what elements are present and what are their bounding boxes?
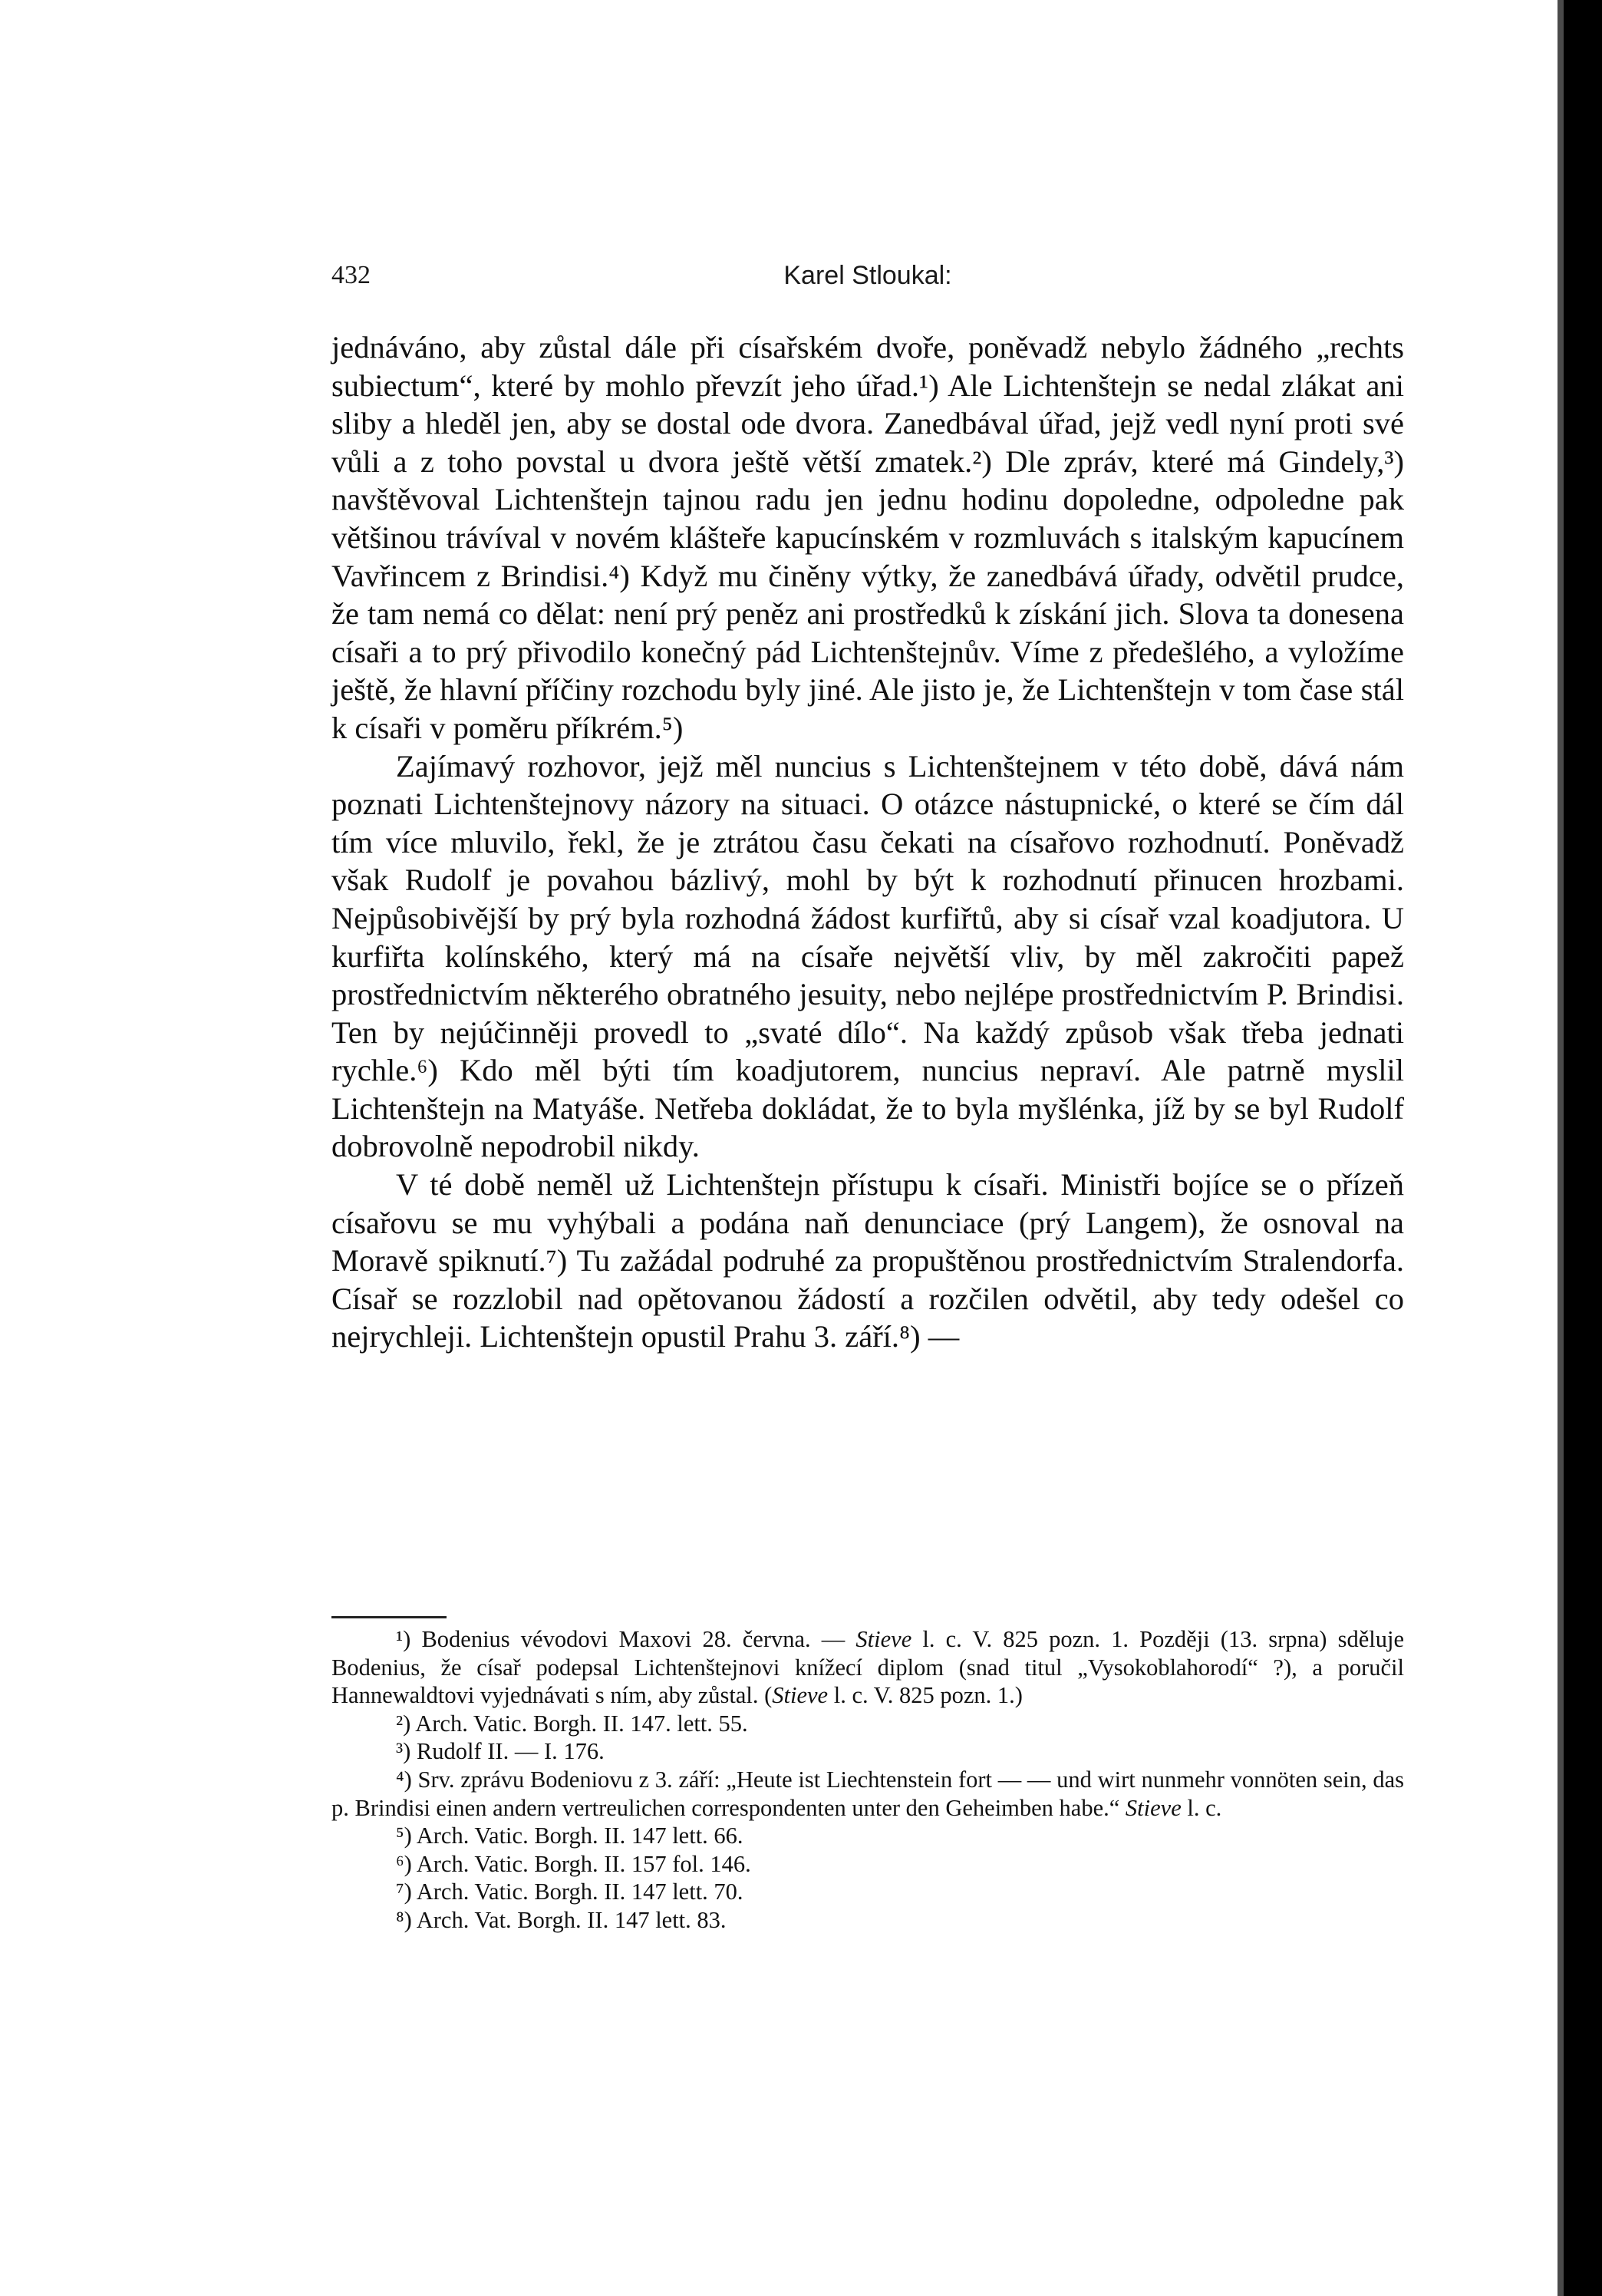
paragraph-3: V té době neměl už Lichtenštejn přístupu k císaři. Ministři bojíce se o přízeň císařovu se mu vyhýbali a podána naň denunciace (prý Langem), že osnoval na Moravě spiknutí.⁷) Tu zažádal podruhé za propuštěnou prostřednictvím Stralendorfa. Císař se rozzlobil nad opětovanou žádostí a rozčilen odvětil, aby tedy odešel co nejrychleji. Lichtenštejn opustil Prahu 3. září.⁸) — xyxy=(331,1167,1404,1354)
paragraph-1: jednáváno, aby zůstal dále při císařském dvoře, poněvadž nebylo žádného „rechts subiectum“, které by mohlo převzít jeho úřad.¹) Ale Lichtenštejn se nedal zlákat ani sliby a hleděl jen, aby se dostal ode dvora. Zanedbával úřad, jejž vedl nyní proti své vůli a z toho povstal u dvora ještě větší zmatek.²) Dle zpráv, které má Gindely,³) navštěvoval Lichtenštejn tajnou radu jen jednu hodinu dopoledne, odpoledne pak většinou trávíval v novém klášteře kapucínském v rozmluvách s italským kapucínem Vavřincem z Brindisi.⁴) Když mu činěny výtky, že zanedbává úřady, odvětil prudce, že tam nemá co dělat: není prý peněz ani prostředků k získání jich. Slova ta donesena císaři a to prý přivodilo konečný pád Lichtenštejnův. Víme z předešlého, a vyložíme ještě, že hlavní příčiny rozchodu byly jiné. Ale jisto je, že Lichtenštejn v tom čase stál k císaři v poměru příkrém.⁵) xyxy=(331,330,1404,745)
footnote-1-text-c: l. c. V. 825 pozn. 1.) xyxy=(828,1682,1023,1709)
footnote-1-text-a: ¹) Bodenius vévodovi Maxovi 28. června. — xyxy=(396,1626,856,1652)
footnote-1-citation-b: Stieve xyxy=(772,1682,829,1709)
footnote-rule xyxy=(331,1616,447,1618)
footnote-4-citation: Stieve xyxy=(1125,1794,1182,1821)
page-header xyxy=(331,261,1404,299)
paragraph-2: Zajímavý rozhovor, jejž měl nuncius s Lichtenštejnem v této době, dává nám poznati Lichtenštejnovy názory na situaci. O otázce nástupnické, o které se čím dál tím více mluvilo, řekl, že je ztrátou času čekati na císařovo rozhodnutí. Poněvadž však Rudolf je povahou bázlivý, mohl by být k rozhodnutí přinucen hrozbami. Nejpůsobivější by prý byla rozhodná žádost kurfiřtů, aby si císař vzal koadjutora. U kurfiřta kolínského, který má na císaře největší vliv, by měl zakročiti papež prostřednictvím některého obratného jesuity, nebo nejlépe prostřednictvím P. Brindisi. Ten by nejúčinněji provedl to „svaté dílo“. Na každý způsob však třeba jednati rychle.⁶) Kdo měl býti tím koadjutorem, nuncius nepraví. Ale patrně myslil Lichtenštejn na Matyáše. Netřeba dokládat, že to byla myšlénka, jíž by se byl Rudolf dobrovolně nepodrobil nikdy. xyxy=(331,748,1404,1164)
footnotes xyxy=(331,1625,1404,1935)
footnote-1-text-b: l. c. V. 825 pozn. 1. Později (13. srpna) sděluje Bodenius, že císař podepsal Lichtenštejnovi knížecí diplom (snad titul „Vysokoblahorodí“ ?), a poručil Hannewaldtovi vyjednávati s ním, aby zůstal. ( xyxy=(331,1626,1404,1709)
body-text xyxy=(331,328,1404,1356)
footnote-4-text-b: l. c. xyxy=(1181,1794,1222,1821)
footnote-1-citation-a: Stieve xyxy=(855,1626,912,1652)
footnote-8: ⁸) Arch. Vat. Borgh. II. 147 lett. 83. xyxy=(396,1906,727,1933)
footnote-6: ⁶) Arch. Vatic. Borgh. II. 157 fol. 146. xyxy=(396,1850,751,1877)
footnote-1 xyxy=(331,1625,1404,1710)
page-number: 432 xyxy=(331,261,371,289)
running-head: Karel Stloukal: xyxy=(783,261,952,290)
footnote-5: ⁵) Arch. Vatic. Borgh. II. 147 lett. 66. xyxy=(396,1823,743,1849)
footnote-2: ²) Arch. Vatic. Borgh. II. 147. lett. 55. xyxy=(396,1710,748,1737)
footnote-3: ³) Rudolf II. — I. 176. xyxy=(396,1738,605,1765)
footnote-7: ⁷) Arch. Vatic. Borgh. II. 147 lett. 70. xyxy=(396,1879,743,1905)
footnote-4 xyxy=(331,1766,1404,1822)
footnote-4-text-a: ⁴) Srv. zprávu Bodeniovu z 3. září: „Heute ist Liechtenstein fort — — und wirt nunmehr vonnöten sein, das p. Brindisi einen andern vertreulichen correspondenten unter den Geheimben habe.“ xyxy=(331,1766,1404,1821)
page-edge-shadow xyxy=(1558,0,1564,2296)
